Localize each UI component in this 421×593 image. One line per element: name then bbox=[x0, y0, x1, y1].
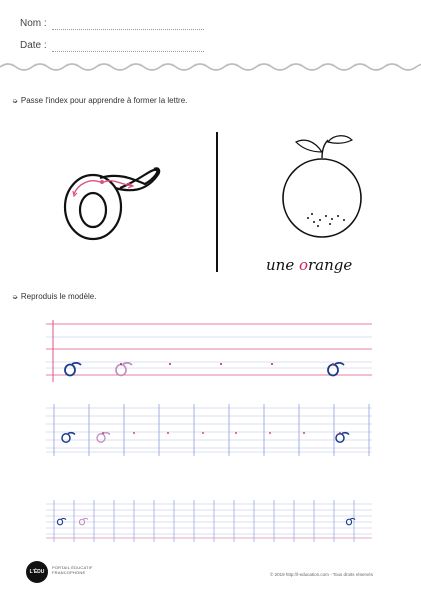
portal-text: PORTAIL ÉDUCATIF FRANCOPHONE bbox=[52, 565, 93, 575]
bullet-icon: ➭ bbox=[12, 294, 18, 301]
edu-logo: L'ÉDU bbox=[26, 561, 48, 583]
trace-instruction: ➭ Passe l'index pour apprendre à former la lettre. bbox=[12, 96, 188, 105]
highlighted-letter: o bbox=[298, 256, 308, 274]
trace-letter-o[interactable] bbox=[60, 160, 165, 245]
reproduce-instruction: ➭ Reproduis le modèle. bbox=[12, 292, 97, 301]
name-label: Nom : bbox=[20, 18, 47, 29]
wavy-divider bbox=[0, 60, 421, 76]
example-word: une orange bbox=[266, 256, 353, 274]
date-label: Date : bbox=[20, 40, 47, 51]
copyright-text: © 2019 http://l-education.com - Tous droits réservés bbox=[270, 572, 374, 577]
writing-lines-medium[interactable] bbox=[46, 404, 372, 456]
date-field[interactable] bbox=[52, 50, 204, 52]
vertical-separator bbox=[216, 132, 218, 272]
orange-fruit-icon bbox=[278, 132, 368, 242]
writing-lines-small[interactable] bbox=[46, 500, 372, 542]
bullet-icon: ➭ bbox=[12, 98, 18, 105]
writing-lines-large[interactable] bbox=[46, 320, 372, 382]
name-field[interactable] bbox=[52, 28, 204, 30]
